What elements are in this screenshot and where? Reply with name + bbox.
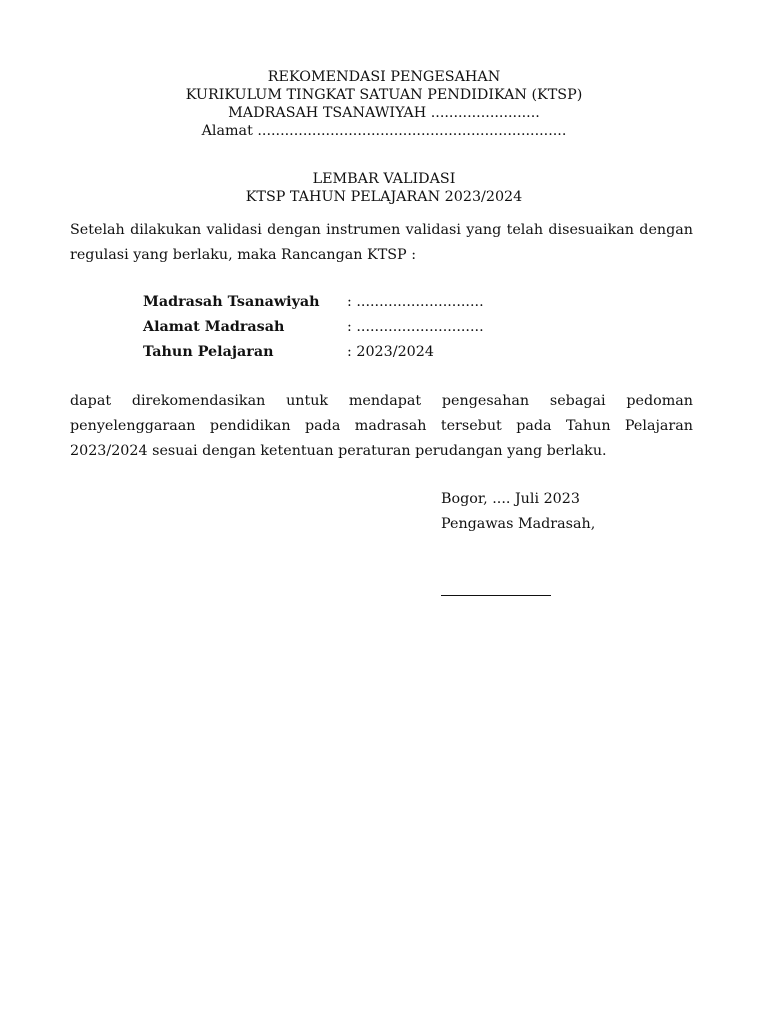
intro-line-1: Setelah dilakukan validasi dengan instrumen validasi yang telah disesuaikan dengan — [70, 222, 693, 238]
field-label: Madrasah Tsanawiyah — [143, 294, 320, 310]
recommendation-paragraph — [70, 389, 693, 464]
field-value: : ............................ — [347, 319, 484, 335]
signature-place-date: Bogor, .... Juli 2023 — [441, 491, 580, 507]
doc-title-madrasah: MADRASAH TSANAWIYAH ........................ — [228, 105, 540, 121]
doc-title-curriculum: KURIKULUM TINGKAT SATUAN PENDIDIKAN (KTSP) — [185, 87, 583, 103]
field-value: : ............................ — [347, 294, 484, 310]
intro-paragraph — [70, 218, 693, 268]
intro-line-2: regulasi yang berlaku, maka Rancangan KTSP : — [70, 247, 417, 263]
subtitle-validation-sheet: LEMBAR VALIDASI — [312, 171, 456, 187]
field-value: : 2023/2024 — [347, 344, 434, 360]
doc-title: REKOMENDASI PENGESAHAN — [267, 69, 501, 85]
signature-role: Pengawas Madrasah, — [441, 516, 596, 532]
recommendation-line-2: penyelenggaraan pendidikan pada madrasah tersebut pada Tahun Pelajaran — [70, 418, 693, 434]
recommendation-line-3: 2023/2024 sesuai dengan ketentuan peraturan perudangan yang berlaku. — [70, 443, 607, 459]
field-label: Alamat Madrasah — [143, 319, 285, 335]
recommendation-line-1: dapat direkomendasikan untuk mendapat pengesahan sebagai pedoman — [70, 393, 693, 409]
doc-title-address: Alamat .................................................................... — [201, 123, 567, 139]
subtitle-ktsp-year: KTSP TAHUN PELAJARAN 2023/2024 — [245, 189, 523, 205]
signature-line — [441, 595, 551, 596]
field-label: Tahun Pelajaran — [143, 344, 274, 360]
